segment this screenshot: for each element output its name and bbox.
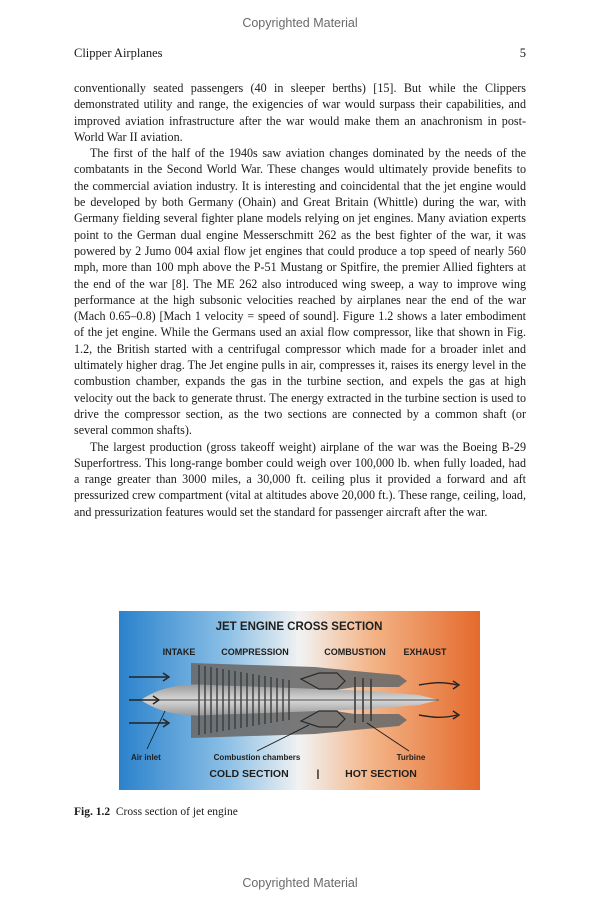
label-hot-section: HOT SECTION xyxy=(345,768,417,780)
page-number: 5 xyxy=(519,46,526,60)
jet-engine-figure xyxy=(119,611,480,790)
paragraph-2: The first of the half of the 1940s saw aviation changes dominated by the needs of the combatants in the Second World War. These changes would ultimately provide benefits to the commercial aviation industry. It is interesting and coincidental that the jet engine would be developed by both Germany (Ohain) and Great Britain (Whittle) during the war, with Germany fielding several fighter plane models relying on jet engines. Many aviation experts point to the German dual engine Messerschmitt 262 as the best fighter of the war, it was powered by 2 Jumo 004 axial flow jet engines that could produce a top speed of nearly 560 mph, more than 100 mph above the P-51 Mustang or Spitfire, the premier Allied fighters at the end of the war [8]. The ME 262 also introduced wing sweep, a way to improve wing performance at the high subsonic velocities reached by airplanes near the end of the war (Mach 0.65–0.8) [Mach 1 velocity = speed of sound]. Figure 1.2 shows a later embodiment of the jet engine. While the Germans used an axial flow compressor, like that shown in Fig. 1.2, the British started with a centrifugal compressor which made for a broader inlet and ultimately higher drag. The Jet engine pulls in air, compresses it, raises its energy level in the combustion chamber, expands the gas in the turbine section, and expels the gas at high velocity out the back to generate thrust. The energy extracted in the turbine section is used to drive the compressor section, as the two sections are connected by a common shaft (or several common shafts). xyxy=(74,146,526,438)
copyright-watermark-bottom: Copyrighted Material xyxy=(242,876,358,890)
paragraph-3: The largest production (gross takeoff weight) airplane of the war was the Boeing B-29 Superfortress. This long-range bomber could weigh over 100,000 lb. when fully loaded, had a range greater than 3000 miles, a 30,000 ft. ceiling plus it provided a forward and aft pressurized crew compartment (vital at altitudes above 20,000 ft.). These range, ceiling, load, and pressurization features would set the standard for passenger aircraft after the war. xyxy=(74,439,526,519)
callout-turbine: Turbine xyxy=(396,753,426,762)
section-divider: | xyxy=(316,768,320,780)
label-combustion: COMBUSTION xyxy=(324,647,386,657)
label-intake: INTAKE xyxy=(162,647,196,657)
paragraph-1: conventionally seated passengers (40 in sleeper berths) [15]. But while the Clippers demonstrated utility and range, the exigencies of war would surpass their capabilities, and improved aviation infrastructure after the war would make them an anachronism in post-World War II aviation. xyxy=(74,81,526,144)
running-head xyxy=(74,46,526,64)
running-head-title: Clipper Airplanes xyxy=(74,46,163,60)
callout-combustion-chambers: Combustion chambers xyxy=(213,753,301,762)
caption-text: Cross section of jet engine xyxy=(115,806,238,818)
jet-engine-diagram xyxy=(119,611,480,790)
body-text xyxy=(74,80,526,520)
label-cold-section: COLD SECTION xyxy=(209,768,289,780)
figure-caption xyxy=(74,806,526,818)
label-exhaust: EXHAUST xyxy=(403,647,447,657)
caption-label: Fig. 1.2 xyxy=(74,806,111,818)
figure-title: JET ENGINE CROSS SECTION xyxy=(215,621,383,633)
label-compression: COMPRESSION xyxy=(221,647,289,657)
copyright-watermark-top: Copyrighted Material xyxy=(242,16,358,30)
callout-air-inlet: Air inlet xyxy=(131,753,161,762)
